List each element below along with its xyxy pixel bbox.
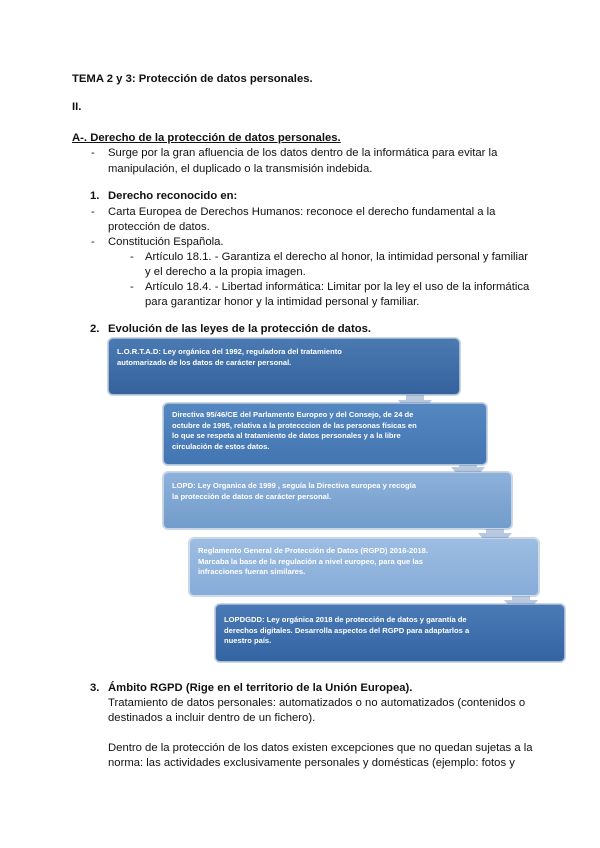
law-box-line: infracciones fueran similares. bbox=[198, 567, 306, 577]
point-1-number: 1. bbox=[90, 190, 100, 202]
bullet-dash: - bbox=[91, 236, 95, 248]
law-box-line: Marcaba la base de la regulación a nivel europeo, para que las bbox=[198, 556, 423, 566]
ambito-paragraph-2-line-1: Dentro de la protección de los datos existen excepciones que no quedan sujetas a la bbox=[108, 742, 533, 754]
carta-europea-line-1: Carta Europea de Derechos Humanos: reconoce el derecho fundamental a la bbox=[108, 206, 496, 218]
page-title: TEMA 2 y 3: Protección de datos personales. bbox=[72, 73, 313, 85]
section-a-heading: A-. Derecho de la protección de datos personales. bbox=[72, 132, 341, 144]
law-box-line: Reglamento General de Protección de Datos (RGPD) 2016-2018. bbox=[198, 546, 428, 555]
law-box-line: derechos digitales. Desarrolla aspectos del RGPD para adaptarlos a bbox=[224, 625, 470, 635]
articulo-18-1-line-2: y el derecho a la propia imagen. bbox=[145, 266, 306, 278]
ambito-paragraph-2-line-2: norma: las actividades exclusivamente personales y domésticas (ejemplo: fotos y bbox=[108, 757, 515, 769]
point-1-heading: Derecho reconocido en: bbox=[108, 190, 238, 202]
law-box-line: circulación de estos datos. bbox=[172, 441, 270, 451]
law-box-lopdgdd bbox=[215, 604, 565, 662]
articulo-18-1-line-1: Artículo 18.1. - Garantiza el derecho al honor, la intimidad personal y familiar bbox=[145, 251, 529, 263]
carta-europea-line-2: protección de datos. bbox=[108, 221, 210, 233]
law-box-line: LOPDGDD: Ley orgánica 2018 de protección de datos y garantía de bbox=[224, 615, 467, 624]
law-box-lortad bbox=[108, 338, 460, 395]
law-box-line: L.O.R.T.A.D: Ley orgánica del 1992, reguladora del tratamiento bbox=[117, 347, 342, 356]
bullet-dash: - bbox=[130, 281, 134, 293]
bullet-dash: - bbox=[91, 147, 95, 159]
law-box-line: automarizado de los datos de carácter personal. bbox=[117, 357, 292, 367]
law-box-line: la protección de datos de carácter personal. bbox=[172, 491, 332, 501]
articulo-18-4-line-2: para garantizar honor y la intimidad personal y familiar. bbox=[145, 296, 420, 308]
law-box-line: LOPD: Ley Organica de 1999 , seguía la Directiva europea y recogía bbox=[172, 481, 416, 490]
ambito-paragraph-1-line-2: destinados a incluir dentro de un fichero). bbox=[108, 712, 316, 724]
ambito-paragraph-1-line-1: Tratamiento de datos personales: automatizados o no automatizados (contenidos o bbox=[108, 697, 526, 709]
law-box-lopd bbox=[163, 472, 512, 529]
law-box-directiva bbox=[163, 403, 487, 465]
law-box-line: lo que se respeta al tratamiento de datos personales y a la libre bbox=[172, 431, 401, 441]
section-a-bullet-line-2: manipulación, el duplicado o la transmisión indebida. bbox=[108, 163, 373, 175]
constitucion-item: Constitución Española. bbox=[108, 236, 224, 248]
law-box-line: octubre de 1995, relativa a la protecccion de las personas físicas en bbox=[172, 420, 417, 430]
bullet-dash: - bbox=[91, 206, 95, 218]
articulo-18-4-line-1: Artículo 18.4. - Libertad informática: Limitar por la ley el uso de la informática bbox=[145, 281, 530, 293]
point-3-number: 3. bbox=[90, 682, 100, 694]
law-box-rgpd bbox=[189, 538, 539, 596]
section-roman-numeral: II. bbox=[72, 101, 82, 113]
law-box-line: Directiva 95/46/CE del Parlamento Europeo y del Consejo, de 24 de bbox=[172, 410, 414, 419]
section-a-bullet-line-1: Surge por la gran afluencia de los datos dentro de la informática para evitar la bbox=[108, 147, 498, 159]
law-box-line: nuestro país. bbox=[224, 636, 272, 646]
bullet-dash: - bbox=[130, 251, 134, 263]
point-3-heading: Ámbito RGPD (Rige en el territorio de la Unión Europea). bbox=[108, 682, 413, 694]
point-2-heading: Evolución de las leyes de la protección de datos. bbox=[108, 323, 372, 335]
point-2-number: 2. bbox=[90, 323, 100, 335]
